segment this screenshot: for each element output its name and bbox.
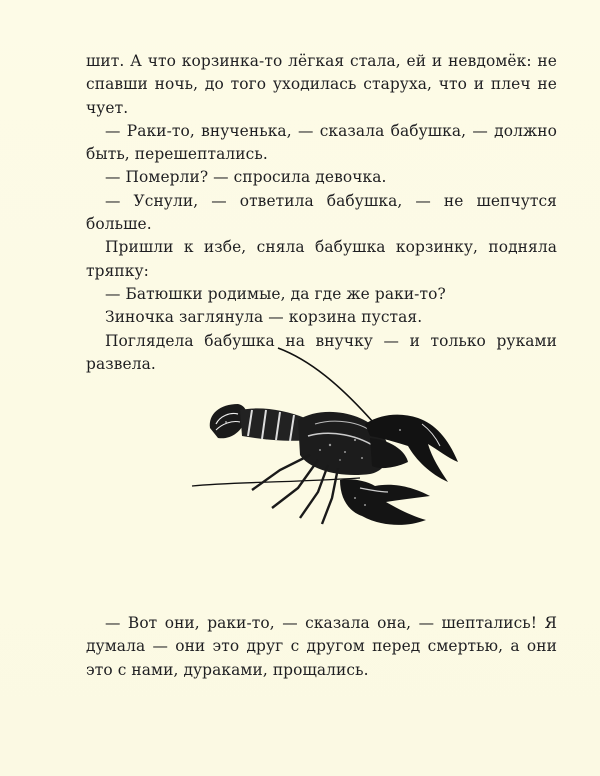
paragraph-4: — Уснули, — ответила бабушка, — не шепчутся больше. xyxy=(86,191,557,234)
paragraph-7: Зиночка заглянула — корзина пустая. xyxy=(105,308,423,327)
paragraph-1: шит. А что корзинка-то лёгкая стала, ей и невдомёк: не спавши ночь, до того уходилась старуха, что и плеч не чует. xyxy=(86,52,557,117)
crayfish-illustration xyxy=(190,340,480,540)
paragraph-8: Поглядела бабушка на внучку — и только руками развела. xyxy=(86,331,557,373)
paragraph-5: Пришли к избе, сняла бабушка корзинку, подняла тряпку: xyxy=(86,238,557,280)
top-text-block xyxy=(86,50,557,376)
paragraph-6: — Батюшки родимые, да где же раки-то? xyxy=(105,284,446,303)
paragraph-2: — Раки-то, внученька, — сказала бабушка, — должно быть, перешептались. xyxy=(86,121,557,164)
crayfish-icon xyxy=(190,340,480,540)
paragraph-9: — Вот они, раки-то, — сказала она, — шептались! Я думала — они это друг с другом перед смертью, а они это с нами, дураками, прощались. xyxy=(86,614,557,679)
bottom-text-block xyxy=(86,612,557,682)
paragraph-3: — Померли? — спросила девочка. xyxy=(105,168,387,187)
